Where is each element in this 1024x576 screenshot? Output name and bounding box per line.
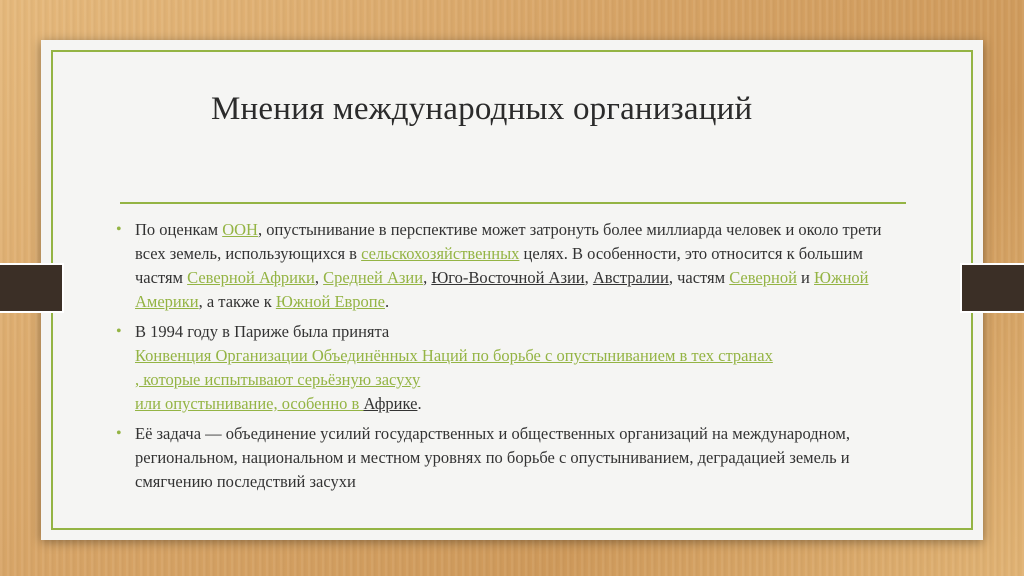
link-africa[interactable]: Африке <box>363 394 418 413</box>
link-south-europe[interactable]: Южной Европе <box>275 292 385 311</box>
slide-content <box>112 218 912 500</box>
slide-title: Мнения международных организаций <box>211 91 753 127</box>
link-north-america[interactable]: Северной <box>729 268 797 287</box>
left-decorative-tab <box>0 263 64 313</box>
title-divider <box>120 202 906 204</box>
link-north-africa[interactable]: Северной Африки <box>187 268 315 287</box>
bullet-item-1: • По оценкам ООН, опустынивание в перспективе может затронуть более миллиарда человек и около трети всех земель, использующихся в сельскохозяйственных целях. В особенности, это относится к большим частям Северной Африки, Средней Азии, Юго-Восточной Азии, Австралии, частям Северной и Южной Америки, а также к Южной Европе. <box>116 220 882 311</box>
link-australia[interactable]: Австралии <box>592 268 669 287</box>
link-oon[interactable]: ООН <box>222 220 258 239</box>
link-southeast-asia[interactable]: Юго-Восточной Азии <box>431 268 585 287</box>
bullet-icon: • <box>116 323 122 340</box>
link-convention-line-2[interactable]: , которые испытывают серьёзную засуху <box>135 370 421 389</box>
link-south-america[interactable]: Южной Америки <box>135 268 869 311</box>
link-central-asia[interactable]: Средней Азии <box>323 268 424 287</box>
bullet-item-2: • В 1994 году в Париже была принята Конвенция Организации Объединённых Наций по борьбе с опустыниванием в тех странах , которые испытывают серьёзную засуху или опустынивание, особенно в Африке. <box>112 320 912 416</box>
bullet-icon: • <box>116 425 122 442</box>
right-decorative-tab <box>960 263 1024 313</box>
bullet-icon: • <box>116 221 122 238</box>
link-agricultural[interactable]: сельскохозяйственных <box>361 244 520 263</box>
link-convention-line-1[interactable]: Конвенция Организации Объединённых Наций по борьбе с опустыниванием в тех странах <box>135 346 773 365</box>
link-convention-line-3[interactable]: или опустынивание, особенно в <box>135 394 364 413</box>
bullet-item-3: • Её задача — объединение усилий государственных и общественных организаций на международном, региональном, национальном и местном уровнях по борьбе с опустыниванием, деградацией земель и смягчению последствий засухи <box>116 424 850 491</box>
